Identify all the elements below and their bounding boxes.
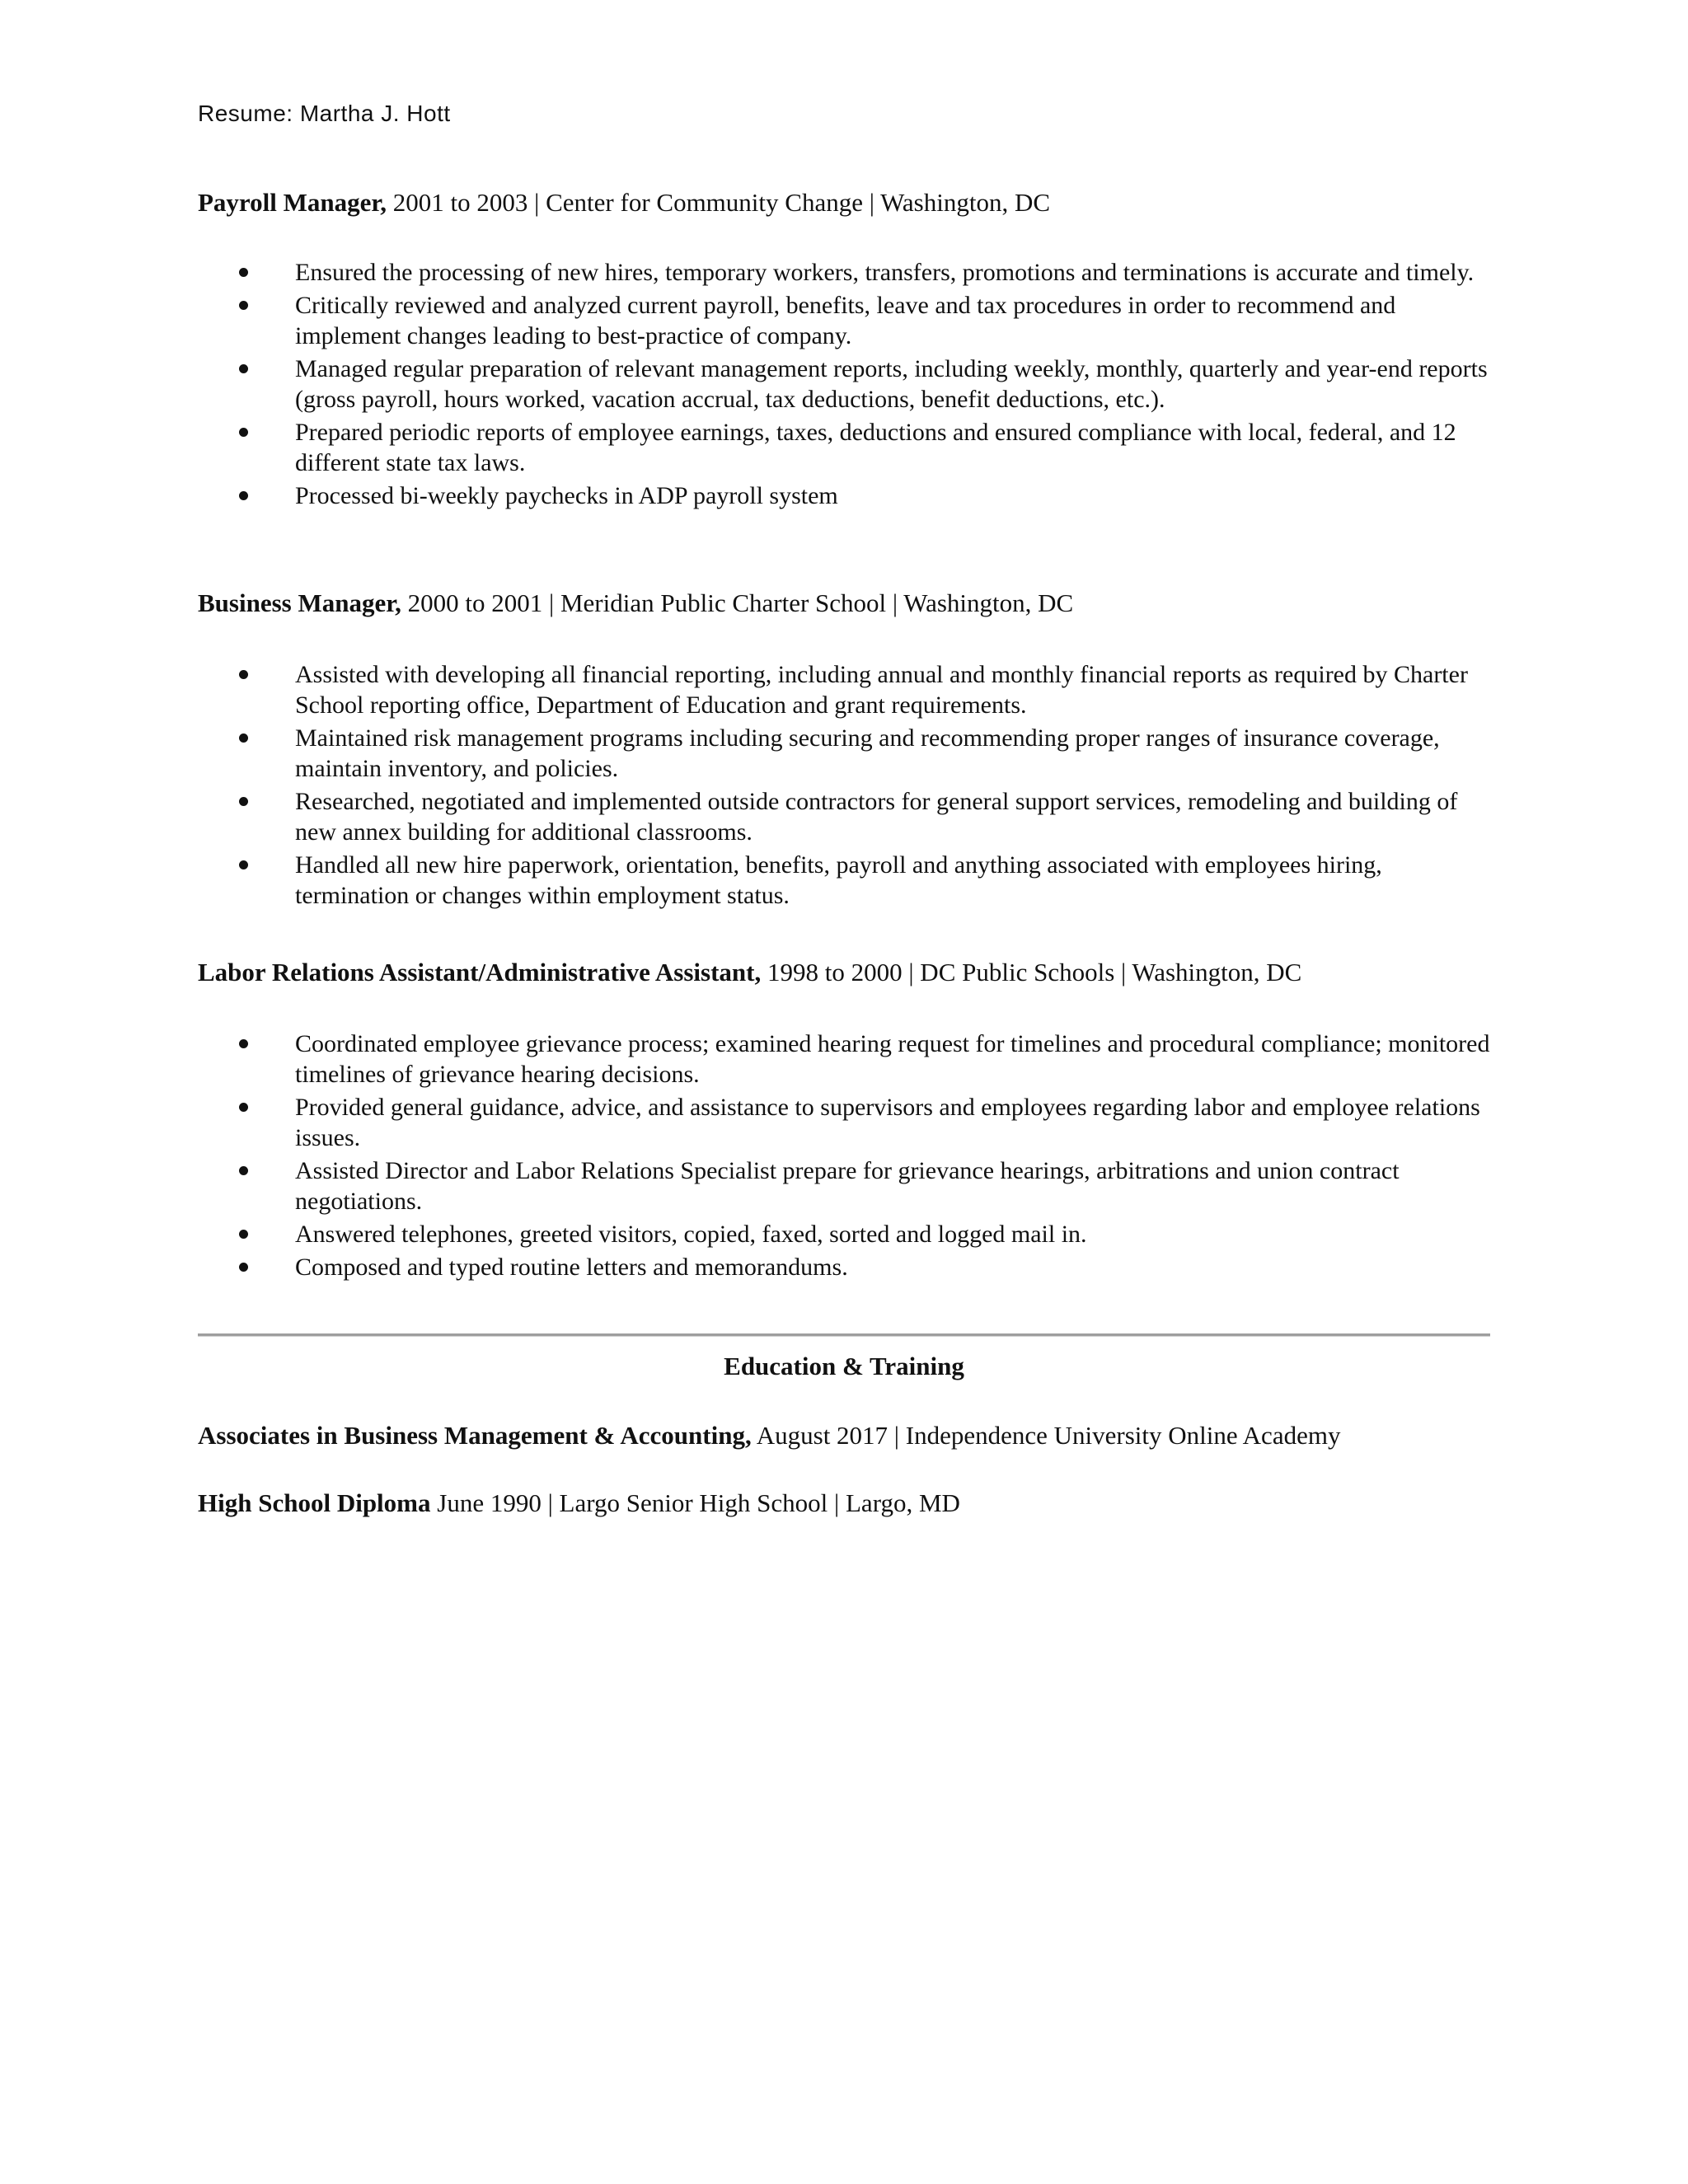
- bullet-icon: [239, 301, 248, 310]
- education-entry-associates: [198, 1419, 1340, 1452]
- list-item: Provided general guidance, advice, and assistance to supervisors and employees regarding labor and employee relations issues.: [239, 1092, 1492, 1153]
- bullet-icon: [239, 797, 248, 806]
- list-item: Handled all new hire paperwork, orientation, benefits, payroll and anything associated with employees hiring, termination or changes within employment status.: [239, 850, 1492, 911]
- bullet-icon: [239, 670, 248, 679]
- list-item: Answered telephones, greeted visitors, copied, faxed, sorted and logged mail in.: [239, 1219, 1492, 1249]
- bullet-icon: [239, 860, 248, 869]
- education-entry-high-school: [198, 1487, 960, 1520]
- list-item: Critically reviewed and analyzed current payroll, benefits, leave and tax procedures in order to recommend and implement changes leading to best-practice of company.: [239, 290, 1492, 351]
- list-item: Prepared periodic reports of employee earnings, taxes, deductions and ensured compliance with local, federal, and 12 different state tax laws.: [239, 417, 1492, 478]
- page-header: Resume: Martha J. Hott: [198, 101, 451, 126]
- job-bullets-payroll-manager: [239, 257, 1492, 513]
- bullet-icon: [239, 491, 248, 500]
- job-heading-labor-relations-assistant: [198, 956, 1301, 989]
- list-item: Maintained risk management programs including securing and recommending proper ranges of insurance coverage, maintain inventory, and policies.: [239, 723, 1492, 784]
- bullet-icon: [239, 1103, 248, 1112]
- degree-title: Associates in Business Management & Accounting,: [198, 1421, 752, 1450]
- job-bullets-labor-relations-assistant: [239, 1029, 1492, 1285]
- list-item: Coordinated employee grievance process; examined hearing request for timelines and procedural compliance; monitored timelines of grievance hearing decisions.: [239, 1029, 1492, 1090]
- degree-title: High School Diploma: [198, 1488, 431, 1517]
- list-item: Ensured the processing of new hires, temporary workers, transfers, promotions and terminations is accurate and timely.: [239, 257, 1492, 288]
- job-details: 2001 to 2003 | Center for Community Change | Washington, DC: [387, 188, 1051, 217]
- list-item: Assisted Director and Labor Relations Specialist prepare for grievance hearings, arbitrations and union contract negotiations.: [239, 1155, 1492, 1216]
- job-title: Labor Relations Assistant/Administrative Assistant,: [198, 958, 762, 987]
- job-title: Payroll Manager,: [198, 188, 387, 217]
- bullet-icon: [239, 1263, 248, 1272]
- list-item: Composed and typed routine letters and memorandums.: [239, 1252, 1492, 1282]
- list-item: Assisted with developing all financial reporting, including annual and monthly financial reports as required by Charter School reporting office, Department of Education and grant requirements.: [239, 659, 1492, 720]
- job-bullets-business-manager: [239, 659, 1492, 913]
- section-divider: [198, 1333, 1490, 1337]
- list-item: Processed bi-weekly paychecks in ADP payroll system: [239, 480, 1492, 511]
- degree-details: June 1990 | Largo Senior High School | Largo, MD: [430, 1488, 960, 1517]
- education-section-title: Education & Training: [724, 1352, 964, 1380]
- job-heading-payroll-manager: [198, 186, 1050, 219]
- job-title: Business Manager,: [198, 588, 401, 617]
- job-details: 2000 to 2001 | Meridian Public Charter School | Washington, DC: [401, 588, 1074, 617]
- degree-details: August 2017 | Independence University Online Academy: [751, 1421, 1341, 1450]
- bullet-icon: [239, 1166, 248, 1175]
- list-item: Researched, negotiated and implemented outside contractors for general support services, remodeling and building of new annex building for additional classrooms.: [239, 786, 1492, 847]
- bullet-icon: [239, 733, 248, 743]
- bullet-icon: [239, 268, 248, 277]
- job-heading-business-manager: [198, 587, 1073, 620]
- bullet-icon: [239, 428, 248, 437]
- job-details: 1998 to 2000 | DC Public Schools | Washington, DC: [761, 958, 1302, 987]
- bullet-icon: [239, 1039, 248, 1048]
- bullet-icon: [239, 1230, 248, 1239]
- list-item: Managed regular preparation of relevant management reports, including weekly, monthly, quarterly and year-end reports (gross payroll, hours worked, vacation accrual, tax deductions, benefit deductions, etc.).: [239, 354, 1492, 415]
- bullet-icon: [239, 364, 248, 373]
